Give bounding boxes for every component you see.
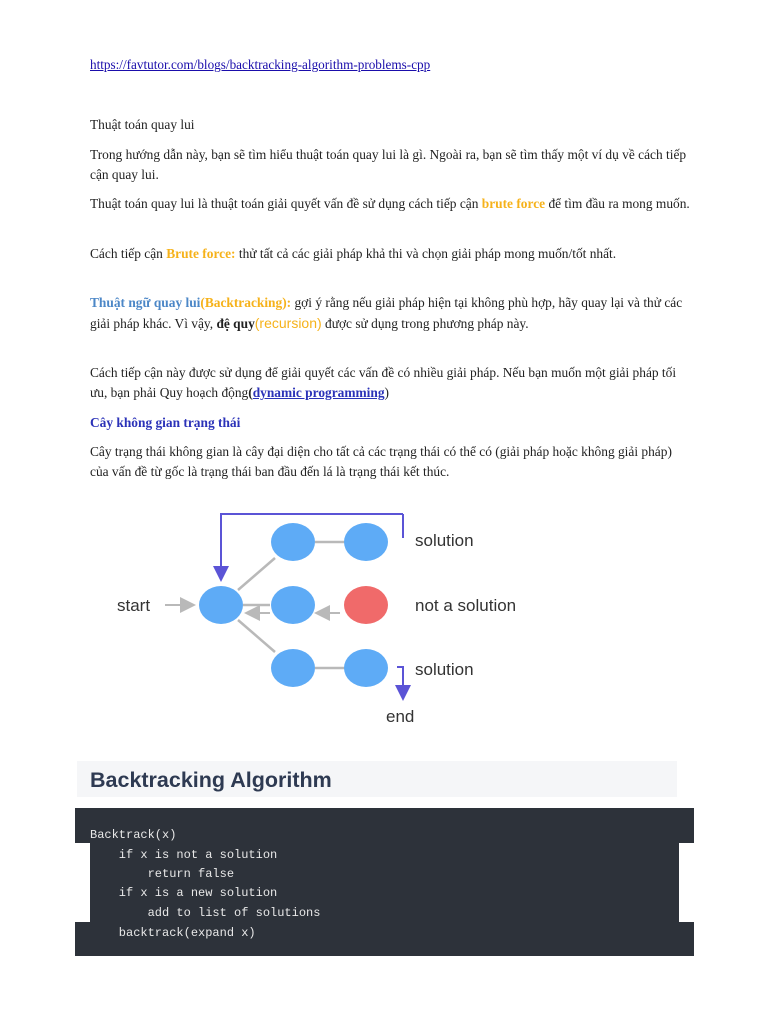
label-not-solution: not a solution xyxy=(415,596,517,615)
code-line: if x is a new solution xyxy=(90,886,278,900)
edge-bottom xyxy=(238,620,275,652)
label-end: end xyxy=(386,707,415,726)
code-line: if x is not a solution xyxy=(90,848,278,862)
code-block-right-edge xyxy=(679,843,694,922)
node-mid-1 xyxy=(271,586,315,624)
source-link[interactable]: https://favtutor.com/blogs/backtracking-algorithm-problems-cpp xyxy=(90,57,431,72)
node-fail xyxy=(344,586,388,624)
code-block-left-edge xyxy=(75,843,90,922)
node-bottom-2 xyxy=(344,649,388,687)
state-space-paragraph: Cây trạng thái không gian là cây đại diện cho tất cả các trạng thái có thể có (giải pháp hoặc không giải pháp) của vấn đề từ gốc là trạng thái ban đầu đến lá là trạng thái kết thúc. xyxy=(90,444,672,479)
node-bottom-1 xyxy=(271,649,315,687)
backtracking-term-paragraph: Thuật ngữ quay lui(Backtracking): gợi ý rằng nếu giải pháp hiện tại không phù hợp, hãy quay lại và thử các giải pháp khác. Vì vậy, đệ quy(recursion) được sử dụng trong phương pháp này. xyxy=(90,295,683,331)
node-top-2 xyxy=(344,523,388,561)
brute-force-term: Brute force: xyxy=(166,246,236,261)
dynamic-programming-link[interactable]: dynamic programming xyxy=(252,385,385,400)
label-solution-bottom: solution xyxy=(415,660,474,679)
heading-state-space-tree: Cây không gian trạng thái xyxy=(90,415,241,430)
edge-top xyxy=(238,558,275,590)
code-line: Backtrack(x) xyxy=(90,828,177,842)
term-vi: Thuật ngữ quay lui xyxy=(90,295,201,310)
label-start: start xyxy=(117,596,151,615)
state-space-diagram xyxy=(100,500,580,735)
algorithm-title: Backtracking Algorithm xyxy=(90,768,332,792)
recursion-bold: đệ quy xyxy=(216,316,255,331)
root-node xyxy=(199,586,243,624)
definition-paragraph: Thuật toán quay lui là thuật toán giải quyết vấn đề sử dụng cách tiếp cận brute force để tìm đầu ra mong muốn. xyxy=(90,196,690,211)
code-line: return false xyxy=(90,867,235,881)
recursion-term: (recursion) xyxy=(254,315,322,331)
code-line: add to list of solutions xyxy=(90,906,321,920)
node-top-1 xyxy=(271,523,315,561)
term-en: (Backtracking): xyxy=(200,295,292,310)
intro-paragraph: Trong hướng dẫn này, bạn sẽ tìm hiểu thuật toán quay lui là gì. Ngoài ra, bạn sẽ tìm thấy một ví dụ về cách tiếp cận quay lui. xyxy=(90,147,687,182)
end-arrow xyxy=(397,667,403,697)
dynamic-programming-paragraph: Cách tiếp cận này được sử dụng để giải quyết các vấn đề có nhiều giải pháp. Nếu bạn muốn một giải pháp tối ưu, bạn phải Quy hoạch động(dynamic programming) xyxy=(90,365,677,400)
heading-backtracking: Thuật toán quay lui xyxy=(90,117,195,132)
brute-force-highlight: brute force xyxy=(481,196,546,211)
code-line: backtrack(expand x) xyxy=(90,926,256,940)
brute-force-paragraph: Cách tiếp cận Brute force: thử tất cả các giải pháp khả thi và chọn giải pháp mong muốn/tốt nhất. xyxy=(90,246,617,261)
label-solution-top: solution xyxy=(415,531,474,550)
